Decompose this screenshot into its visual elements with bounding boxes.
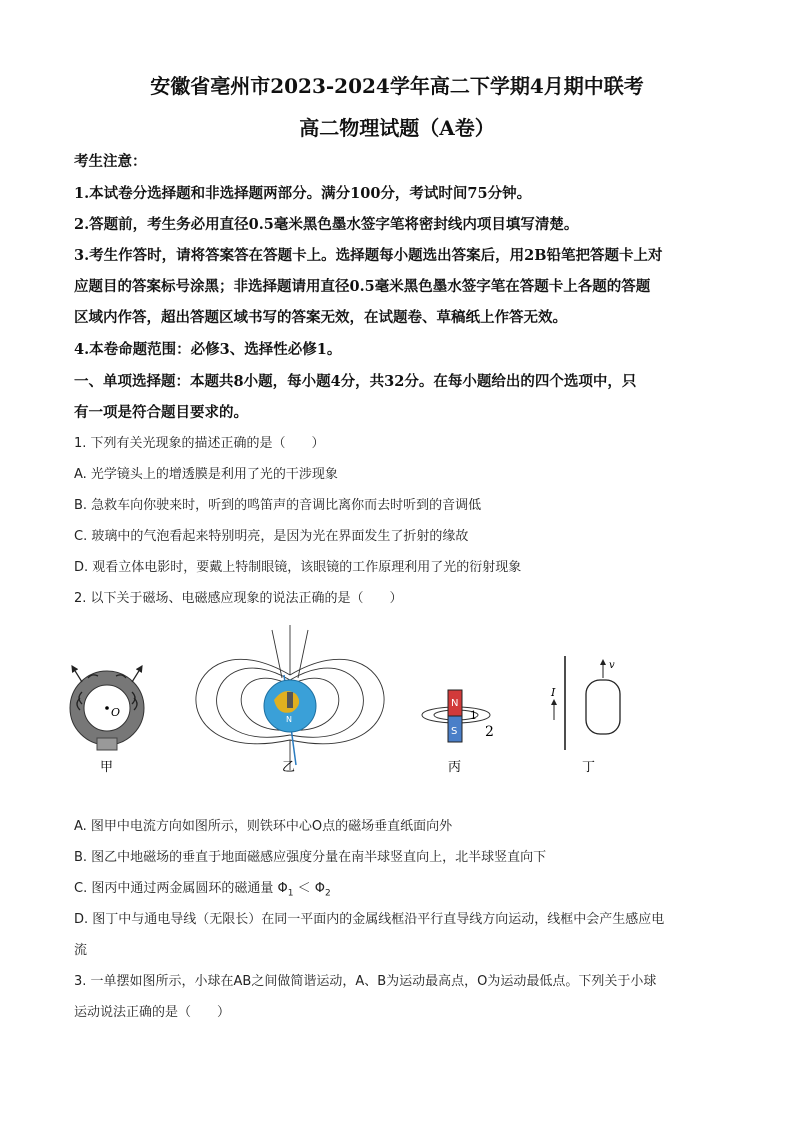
q2-option-d-line2: 流 [74, 943, 88, 958]
notice-item: 2.答题前，考生务必用直径0.5毫米黑色墨水签字笔将密封线内项目填写清楚。 [74, 216, 579, 233]
q3-stem-line1: 3. 一单摆如图所示，小球在AB之间做简谐运动，A、B为运动最高点，O为运动最低点。下列关于小球 [74, 974, 657, 989]
phi-symbol: Φ [277, 881, 288, 896]
q2-option-b: B. 图乙中地磁场的垂直于地面磁感应强度分量在南半球竖直向上，北半球竖直向下 [74, 850, 547, 865]
exam-title: 安徽省亳州市2023-2024学年高二下学期4月期中联考 [150, 74, 644, 98]
less-than-sign: ＜ [297, 881, 311, 896]
q2-option-c [74, 877, 724, 899]
figure-ding [550, 656, 620, 775]
figure-bing [422, 690, 494, 775]
notice-item: 4.本卷命题范围：必修3、选择性必修1。 [74, 341, 342, 358]
q2-option-a: A. 图甲中电流方向如图所示，则铁环中心O点的磁场垂直纸面向外 [74, 819, 453, 834]
notice-item: 区域内作答，超出答题区域书写的答案无效，在试题卷、草稿纸上作答无效。 [74, 309, 567, 326]
phi-subscript-2: 2 [324, 888, 331, 899]
label-i: I [551, 686, 556, 699]
q2-option-d-line1: D. 图丁中与通电导线（无限长）在同一平面内的金属线框沿平行直导线方向运动，线框中会产生感应电 [74, 912, 665, 927]
phi-subscript-1: 1 [287, 888, 294, 899]
label-o: O [111, 706, 121, 719]
label-ring-1: 1 [470, 709, 477, 722]
q2-stem: 2. 以下关于磁场、电磁感应现象的说法正确的是（ ） [74, 591, 403, 606]
notice-item: 应题目的答案标号涂黑；非选择题请用直径0.5毫米黑色墨水签字笔在答题卡上各题的答题 [74, 278, 651, 295]
notice-heading: 考生注意： [74, 153, 147, 170]
caption-ding: 丁 [582, 760, 596, 775]
q1-option-c: C. 玻璃中的气泡看起来特别明亮，是因为光在界面发生了折射的缘故 [74, 529, 469, 544]
notice-item: 1.本试卷分选择题和非选择题两部分。满分100分，考试时间75分钟。 [74, 185, 532, 202]
figure-jia [70, 666, 144, 775]
label-n-earth: N [286, 715, 292, 724]
phi-symbol: Φ [314, 881, 325, 896]
label-s: S [451, 726, 458, 737]
figure-yi [196, 625, 384, 775]
notice-item: 3.考生作答时，请将答案答在答题卡上。选择题每小题选出答案后，用2B铅笔把答题卡上对 [74, 247, 663, 264]
q2-figures [60, 620, 740, 780]
q1-stem: 1. 下列有关光现象的描述正确的是（ ） [74, 436, 325, 451]
q1-option-d: D. 观看立体电影时，要戴上特制眼镜，该眼镜的工作原理利用了光的衍射现象 [74, 560, 522, 575]
section-heading: 一、单项选择题：本题共8小题，每小题4分，共32分。在每小题给出的四个选项中，只 [74, 373, 637, 390]
label-v: v [609, 660, 615, 671]
q1-option-a: A. 光学镜头上的增透膜是利用了光的干涉现象 [74, 467, 338, 482]
caption-yi: 乙 [282, 760, 296, 775]
label-n: N [451, 698, 459, 709]
q1-option-b: B. 急救车向你驶来时，听到的鸣笛声的音调比离你而去时听到的音调低 [74, 498, 482, 513]
label-ring-2: 2 [485, 724, 494, 740]
caption-bing: 丙 [448, 760, 462, 775]
q3-stem-line2: 运动说法正确的是（ ） [74, 1005, 231, 1020]
section-heading: 有一项是符合题目要求的。 [74, 404, 248, 421]
exam-subtitle: 高二物理试题（A卷） [299, 116, 495, 140]
q2-option-c-text: C. 图丙中通过两金属圆环的磁通量 [74, 881, 274, 896]
caption-jia: 甲 [100, 760, 114, 775]
